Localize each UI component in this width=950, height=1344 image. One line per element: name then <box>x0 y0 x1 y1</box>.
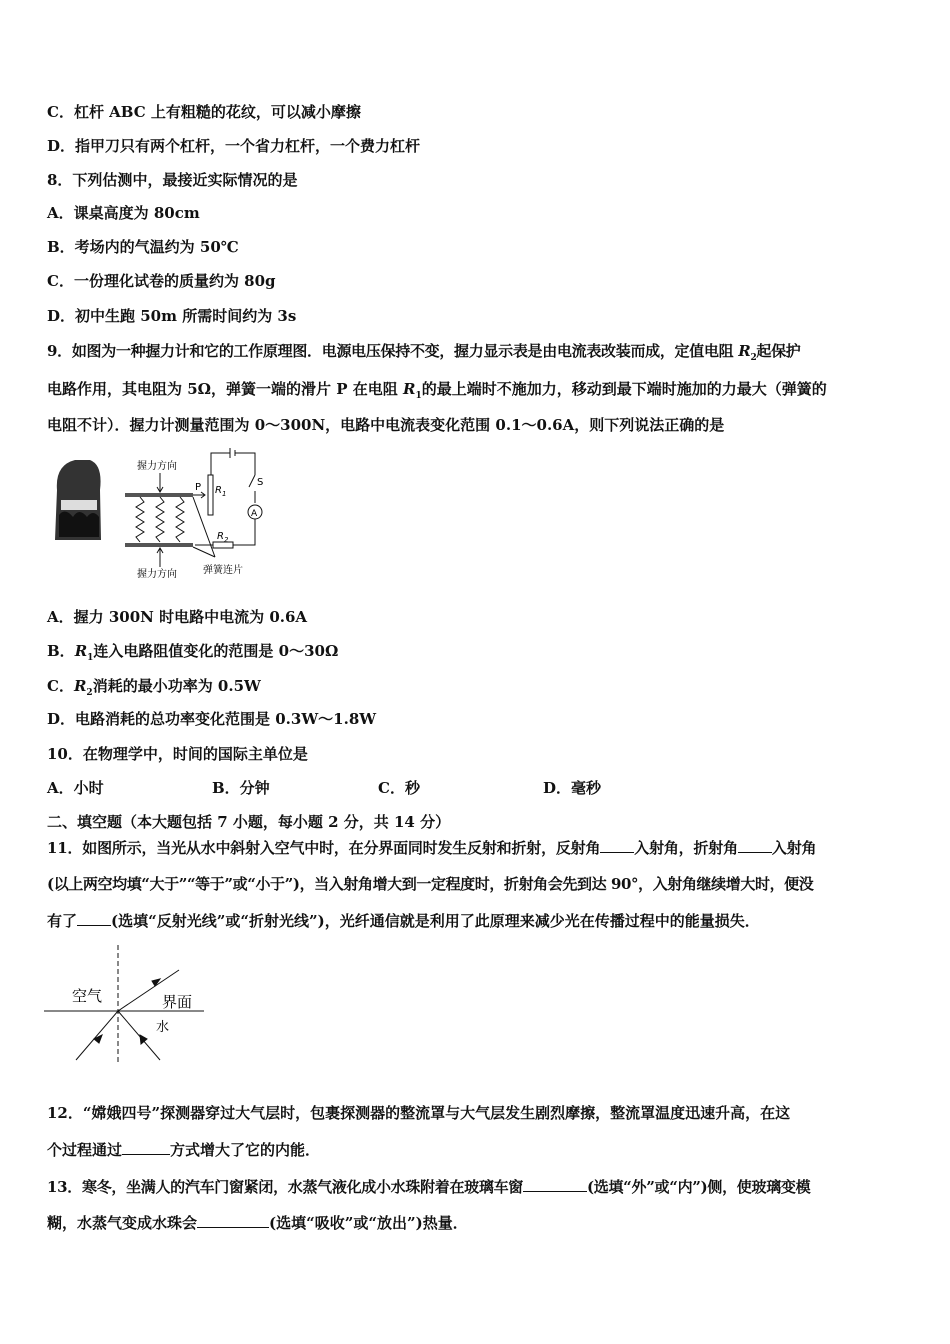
upper-plate <box>125 493 193 497</box>
answer-blank[interactable] <box>122 1140 170 1155</box>
q11-line2: (以上两空均填“大于”“等于”或“小于”)，当入射角增大到一定程度时，折射角会先到达 90°，入射角继续增大时，便没 <box>47 875 814 893</box>
q9-stem-line1 <box>47 341 801 368</box>
answer-blank[interactable] <box>738 838 772 853</box>
q9-option-b <box>47 641 338 668</box>
q9-stem-line3: 电阻不计）．握力计测量范围为 0～300N，电路中电流表变化范围 0.1～0.6A，则下列说法正确的是 <box>47 416 725 434</box>
text: 起保护 <box>756 342 801 360</box>
q9-option-d: D．电路消耗的总功率变化范围是 0.3W～1.8W <box>47 710 377 728</box>
q10-option-c: C．秒 <box>378 779 420 797</box>
text: 入射角，折射角 <box>634 839 738 857</box>
text: (选填“外”或“内”)侧，使玻璃变模 <box>586 1178 811 1196</box>
r2-label: $R_2$ <box>217 531 229 544</box>
incident-ray <box>76 1011 118 1060</box>
q12-line2 <box>47 1140 320 1160</box>
text: (选填“吸收”或“放出”)热量． <box>269 1214 468 1232</box>
q7-option-d: D．指甲刀只有两个杠杆，一个省力杠杆，一个费力杠杆 <box>47 137 421 155</box>
subscript: 1 <box>87 653 94 663</box>
subscript: 2 <box>750 353 757 363</box>
section-heading: 二、填空题（本大题包括 7 小题，每小题 2 分，共 14 分） <box>47 813 451 831</box>
q8-option-a: A．课桌高度为 80cm <box>47 204 200 222</box>
lower-plate <box>125 543 193 547</box>
text: 有了 <box>47 912 78 930</box>
q12-line1: 12．“嫦娥四号”探测器穿过大气层时，包裹探测器的整流罩与大气层发生剧烈摩擦，整流罩温度迅速升高，在这 <box>47 1104 791 1122</box>
subscript: 1 <box>415 391 422 401</box>
answer-blank[interactable] <box>600 838 634 853</box>
text: (选填“反射光线”或“折射光线”)，光纤通信就是利用了此原理来减少光在传播过程中的能量损失． <box>111 912 760 930</box>
text: 13．寒冬，坐满人的汽车门窗紧闭，水蒸气液化成小水珠附着在玻璃车窗 <box>47 1178 523 1196</box>
q10-option-b: B．分钟 <box>212 779 270 797</box>
r-symbol: R <box>74 642 88 660</box>
switch-s-label: S <box>257 477 264 488</box>
r-symbol: R <box>402 380 416 398</box>
q9-option-c <box>47 676 261 703</box>
text: 9．如图为一种握力计和它的工作原理图．电源电压保持不变，握力显示表是由电流表改装而成，定值电阻 <box>47 342 739 360</box>
q10-option-a: A．小时 <box>47 779 104 797</box>
text: 个过程通过 <box>47 1141 123 1159</box>
text: 连入电路阻值变化的范围是 0～30Ω <box>93 642 339 660</box>
text: 入射角 <box>771 839 817 857</box>
r-symbol: R <box>738 342 751 360</box>
interface-label: 界面 <box>162 993 193 1011</box>
q13-line2 <box>47 1213 468 1233</box>
r1-label: $R_1$ <box>215 485 227 498</box>
text: 糊，水蒸气变成水珠会 <box>47 1214 198 1232</box>
force-direction-label-bottom: 握力方向 <box>137 569 177 580</box>
q11-line1 <box>47 838 816 858</box>
q10-option-d: D．毫秒 <box>543 779 602 797</box>
text: 电路作用，其电阻为 5Ω，弹簧一端的滑片 P 在电阻 <box>47 380 403 398</box>
grip-device-photo <box>55 460 101 540</box>
r-symbol: R <box>73 677 87 695</box>
text: B． <box>47 642 75 660</box>
text: 的最上端时不施加力，移动到最下端时施加的力最大（弹簧的 <box>421 380 827 398</box>
reflected-ray <box>118 1011 160 1060</box>
q11-line3 <box>47 911 760 931</box>
q8-option-b: B．考场内的气温约为 50℃ <box>47 238 239 256</box>
slider-p-label: P <box>195 482 202 493</box>
water-label: 水 <box>156 1020 170 1035</box>
refraction-figure <box>44 945 214 1070</box>
q9-stem-line2 <box>47 379 827 406</box>
q8-option-d: D．初中生跑 50m 所需时间约为 3s <box>47 307 297 325</box>
spring-plate-label: 弹簧连片 <box>203 565 243 576</box>
text: 消耗的最小功率为 0.5W <box>92 677 261 695</box>
grip-dynamometer-figure <box>45 445 264 580</box>
text: C． <box>47 677 74 695</box>
force-direction-label-top: 握力方向 <box>137 461 177 472</box>
answer-blank[interactable] <box>197 1213 269 1228</box>
text: 11．如图所示，当光从水中斜射入空气中时，在分界面同时发生反射和折射，反射角 <box>47 839 601 857</box>
q8-option-c: C．一份理化试卷的质量约为 80g <box>47 272 276 290</box>
q9-option-a: A．握力 300N 时电路中电流为 0.6A <box>47 608 308 626</box>
answer-blank[interactable] <box>523 1177 587 1192</box>
ammeter-label: A <box>251 509 258 519</box>
q8-stem: 8．下列估测中，最接近实际情况的是 <box>47 171 298 189</box>
subscript: 2 <box>86 688 93 698</box>
air-label: 空气 <box>72 987 103 1005</box>
q7-option-c: C．杠杆 ABC 上有粗糙的花纹，可以减小摩擦 <box>47 103 361 121</box>
answer-blank[interactable] <box>77 911 111 926</box>
q10-stem: 10．在物理学中，时间的国际主单位是 <box>47 745 308 763</box>
text: 方式增大了它的内能． <box>170 1141 321 1159</box>
q13-line1 <box>47 1177 810 1197</box>
